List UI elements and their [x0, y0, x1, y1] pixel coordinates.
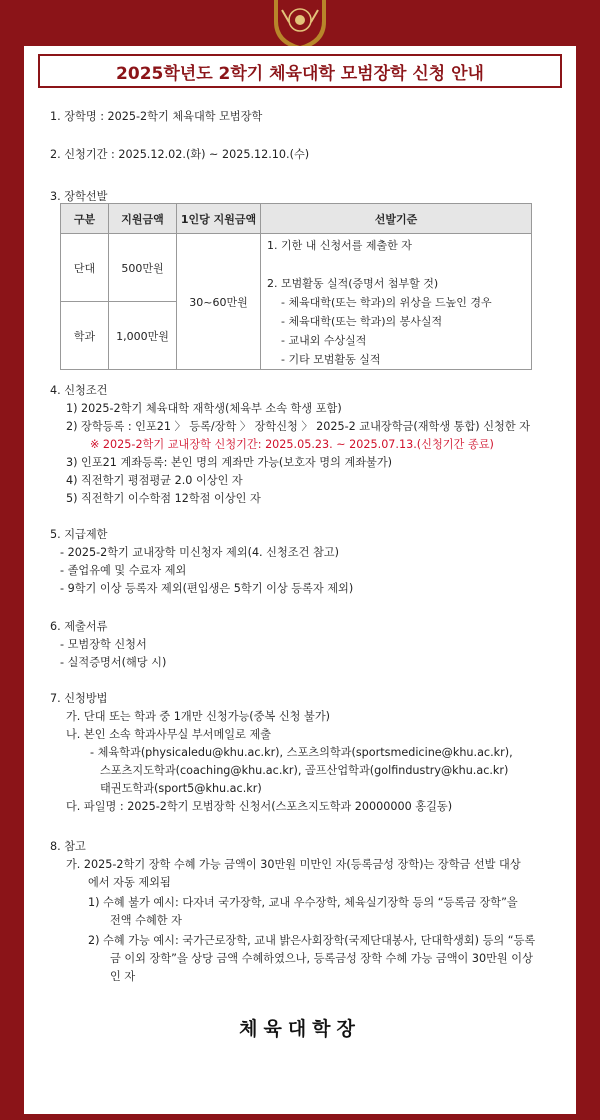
condition-item: 5) 직전학기 이수학점 12학점 이상인 자 [66, 492, 261, 505]
criteria-line: 2. 모범활동 실적(증명서 첨부할 것) [267, 277, 439, 290]
section-conditions-heading: 4. 신청조건 [50, 384, 108, 397]
criteria-line: - 교내외 수상실적 [281, 334, 367, 347]
note-item: 전액 수혜한 자 [110, 914, 182, 927]
restriction-item: - 2025-2학기 교내장학 미신청자 제외(4. 신청조건 참고) [60, 546, 339, 559]
criteria-line: - 기타 모범활동 실적 [281, 353, 381, 366]
criteria-line: - 체육대학(또는 학과)의 위상을 드높인 경우 [281, 296, 492, 309]
method-item: 나. 본인 소속 학과사무실 부서메일로 제출 [66, 728, 272, 741]
method-email: - 체육학과(physicaledu@khu.ac.kr), 스포츠의학과(sportsmedicine@khu.ac.kr), [90, 746, 513, 759]
table-header: 구분 [61, 204, 109, 234]
criteria-line: - 체육대학(또는 학과)의 봉사실적 [281, 315, 443, 328]
method-item: 다. 파일명 : 2025-2학기 모범장학 신청서(스포츠지도학과 20000000 홍길동) [66, 800, 453, 813]
page-title: 2025학년도 2학기 체육대학 모범장학 신청 안내 [116, 63, 484, 84]
note-item: 인 자 [110, 970, 136, 983]
section-selection-heading: 3. 장학선발 [50, 190, 108, 203]
table-cell-type: 학과 [61, 302, 109, 370]
condition-item: 1) 2025-2학기 체육대학 재학생(체육부 소속 학생 포함) [66, 402, 342, 415]
table-header: 1인당 지원금액 [177, 204, 261, 234]
notice-paper [24, 46, 576, 1114]
condition-note: ※ 2025-2학기 교내장학 신청기간: 2025.05.23. ~ 2025.07.13.(신청기간 종료) [90, 438, 494, 451]
section-documents-heading: 6. 제출서류 [50, 620, 108, 633]
selection-table [60, 203, 532, 370]
title-box [38, 54, 562, 88]
restriction-item: - 졸업유예 및 수료자 제외 [60, 564, 187, 577]
note-item: 금 이외 장학”을 상당 금액 수혜하였으나, 등록금성 장학 수혜 가능 금액이 30만원 이상 [110, 952, 533, 965]
condition-item: 3) 인포21 계좌등록: 본인 명의 계좌만 가능(보호자 명의 계좌불가) [66, 456, 393, 469]
table-cell-type: 단대 [61, 234, 109, 302]
table-cell-amount: 1,000만원 [109, 302, 177, 370]
section-scholarship-name: 1. 장학명 : 2025-2학기 체육대학 모범장학 [50, 110, 263, 123]
section-period: 2. 신청기간 : 2025.12.02.(화) ~ 2025.12.10.(수) [50, 148, 310, 161]
condition-item: 2) 장학등록 : 인포21 〉 등록/장학 〉 장학신청 〉 2025-2 교내장학금(재학생 통합) 신청한 자 [66, 420, 531, 433]
document-item: - 실적증명서(해당 시) [60, 656, 167, 669]
section-notes-heading: 8. 참고 [50, 840, 86, 853]
table-cell-criteria [261, 234, 532, 370]
method-email: 태권도학과(sport5@khu.ac.kr) [100, 782, 262, 795]
note-item: 에서 자동 제외됨 [88, 876, 171, 889]
signature: 체육대학장 [239, 1018, 361, 1040]
criteria-line: 1. 기한 내 신청서를 제출한 자 [267, 239, 412, 252]
university-seal-icon [272, 0, 328, 50]
note-item: 1) 수혜 불가 예시: 다자녀 국가장학, 교내 우수장학, 체육실기장학 등의 “등록금 장학”을 [88, 896, 518, 909]
table-cell-per-person: 30~60만원 [177, 234, 261, 370]
table-header: 지원금액 [109, 204, 177, 234]
method-item: 가. 단대 또는 학과 중 1개만 신청가능(중복 신청 불가) [66, 710, 330, 723]
note-item: 2) 수혜 가능 예시: 국가근로장학, 교내 밝은사회장학(국제단대봉사, 단대학생회) 등의 “등록 [88, 934, 536, 947]
table-header: 선발기준 [261, 204, 532, 234]
document-item: - 모범장학 신청서 [60, 638, 147, 651]
table-cell-amount: 500만원 [109, 234, 177, 302]
note-item: 가. 2025-2학기 장학 수혜 가능 금액이 30만원 미만인 자(등록금성 장학)는 장학금 선발 대상 [66, 858, 521, 871]
restriction-item: - 9학기 이상 등록자 제외(편입생은 5학기 이상 등록자 제외) [60, 582, 354, 595]
condition-item: 4) 직전학기 평점평균 2.0 이상인 자 [66, 474, 243, 487]
section-restrictions-heading: 5. 지급제한 [50, 528, 108, 541]
section-method-heading: 7. 신청방법 [50, 692, 108, 705]
criteria-line [267, 255, 531, 274]
method-email: 스포츠지도학과(coaching@khu.ac.kr), 골프산업학과(golfindustry@khu.ac.kr) [100, 764, 509, 777]
